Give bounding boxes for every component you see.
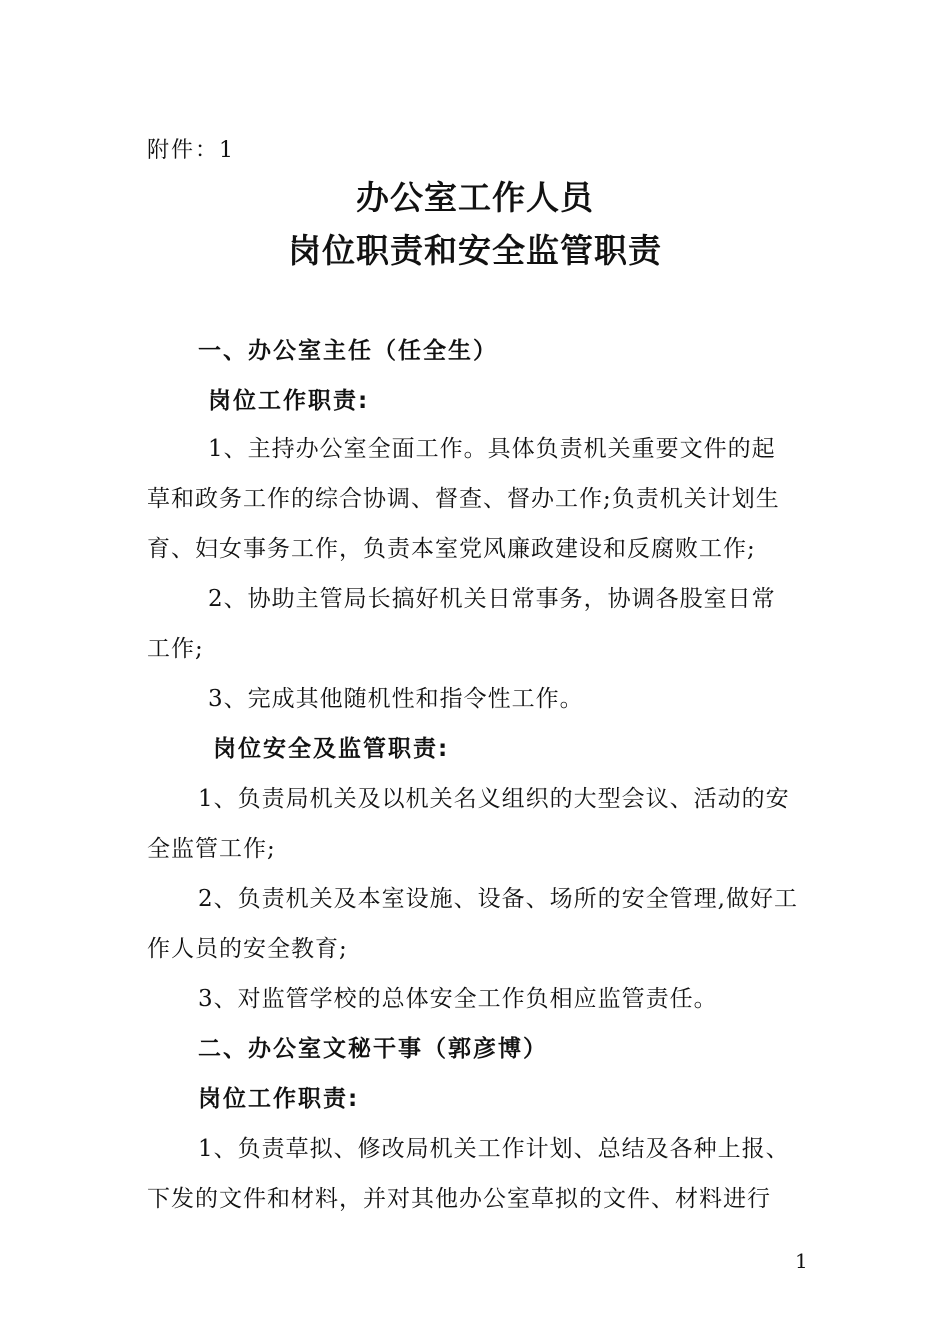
section1-safety2-line1: 2、负责机关及本室设施、设备、场所的安全管理,做好工 [198,886,798,912]
section1-safety2-line2: 作人员的安全教育; [147,936,348,962]
section2-duties-heading: 岗位工作职责: [198,1086,360,1112]
section1-heading: 一、办公室主任（任全生） [198,338,498,364]
section1-safety1-line2: 全监管工作; [147,836,276,862]
section1-duty1-line2: 草和政务工作的综合协调、督查、督办工作;负责机关计划生 [147,486,780,512]
section1-duty1-line1: 1、主持办公室全面工作。具体负责机关重要文件的起 [208,436,776,462]
document-title-line2: 岗位职责和安全监管职责 [288,231,662,270]
section2-duty1-line1: 1、负责草拟、修改局机关工作计划、总结及各种上报、 [198,1136,790,1162]
section1-duties-heading: 岗位工作职责: [208,388,370,414]
section2-duty1-line2: 下发的文件和材料，并对其他办公室草拟的文件、材料进行 [147,1186,771,1212]
page-number: 1 [795,1249,808,1273]
section1-safety3-line1: 3、对监管学校的总体安全工作负相应监管责任。 [198,986,718,1012]
section1-duty3-line1: 3、完成其他随机性和指令性工作。 [208,686,584,712]
section1-safety1-line1: 1、负责局机关及以机关名义组织的大型会议、活动的安 [198,786,790,812]
section2-heading: 二、办公室文秘干事（郭彦博） [198,1036,548,1062]
section1-duty2-line1: 2、协助主管局长搞好机关日常事务，协调各股室日常 [208,586,776,612]
section1-duty2-line2: 工作; [147,636,204,662]
section1-safety-heading: 岗位安全及监管职责: [213,736,450,762]
document-title-line1: 办公室工作人员 [356,178,594,217]
section1-duty1-line3: 育、妇女事务工作，负责本室党风廉政建设和反腐败工作; [147,536,756,562]
attachment-label: 附件：1 [147,138,235,163]
